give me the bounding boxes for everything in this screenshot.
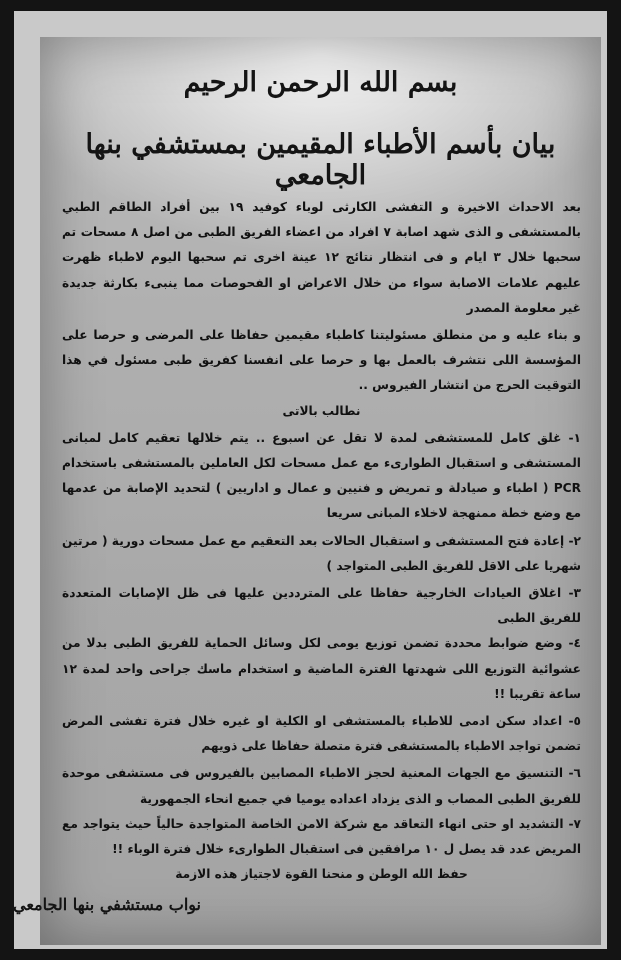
demand-item-5: ٥- اعداد سكن ادمى للاطباء بالمستشفى او الكلية او غيره خلال فترة تفشى المرض تضمن تواجد الاطباء بالمستشفى فترة متصلة حفاظا على ذويهم <box>62 714 581 754</box>
demand-item-2: ٢- إعادة فتح المستشفى و استقبال الحالات بعد التعقيم مع عمل مسحات دورية ( مرتين شهريا على الاقل للفريق الطبى المتواجد ) <box>62 533 581 573</box>
statement-sheet <box>13 37 601 945</box>
demand-item-6: ٦- التنسيق مع الجهات المعنية لحجز الاطباء المصابين بالفيروس فى مستشفى موحدة للفريق الطبى المصاب و الذى يزداد اعداده يوميا في جميع انحاء الجمهورية <box>62 766 581 806</box>
demand-item-3: ٣- اغلاق العيادات الخارجية حفاظا على المترددين عليها فى ظل الإصابات المتعددة للفريق الطبى <box>62 586 581 626</box>
demand-item-4: ٤- وضع ضوابط محددة تضمن توزيع يومى لكل وسائل الحماية للفريق الطبى بدلا من عشوائية التوزيع اللى شهدتها الفترة الماضية و استخدام ماسك جراحى واحد لمدة ١٢ ساعة تقريبا !! <box>62 636 581 701</box>
demand-item-1: ١- غلق كامل للمستشفى لمدة لا تقل عن اسبوع .. يتم خلالها تعقيم كامل لمبانى المستشفى و استقبال الطوارىء مع عمل مسحات لكل العاملين بالمستشفى باستخدام PCR ( اطباء و صيادلة و تمريض و فنيين و عمال و اداريين ) لتحديد الإصابة من عدمها مع وضع خطة ممنهجة لاخلاء المبانى سريعا <box>62 430 581 521</box>
basmala-heading: بسم الله الرحمن الرحيم <box>183 67 458 98</box>
statement-title: بيان بأسم الأطباء المقيمين بمستشفي بنها الجامعي <box>85 129 556 191</box>
demands-intro: نطالب بالاتى <box>282 403 361 418</box>
statement-body <box>62 195 581 887</box>
paragraph-responsibility: و بناء عليه و من منطلق مسئوليتنا كاطباء مقيمين حفاظا على المرضى و حرصا على المؤسسة اللى نتشرف بالعمل بها و حرصا على انفسنا كفريق طبى مسئول في هذا التوقيت الحرج من انتشار الفيروس .. <box>62 328 581 393</box>
paragraph-incident: بعد الاحداث الاخيرة و التفشى الكارثى لوباء كوفيد ١٩ بين أفراد الطاقم الطبي بالمستشفى و الذى شهد اصابة ٧ افراد من اعضاء الفريق الطبى من اصل ٨ مسحات تم سحبها خلال ٣ ايام و فى انتظار نتائج ١٢ عينة اخرى تم سحبها اليوم لاطباء ظهرت عليهم علامات الاصابة سواء من خلال الاعراض او الفحوصات مما ينبىء بكارثة جديدة غير معلومة المصدر <box>62 200 582 315</box>
closing-line: حفظ الله الوطن و منحنا القوة لاجتياز هذه الازمة <box>175 867 468 882</box>
demand-item-7: ٧- التشديد او حتى انهاء التعاقد مع شركة الامن الخاصة المتواجدة حالياً حيث يتواجد مع المريض عدد قد يصل ل ١٠ مرافقين فى استقبال الطوارىء خلال فترة الوباء !! <box>62 816 581 857</box>
signature-line: نواب مستشفي بنها الجامعي <box>13 895 201 914</box>
